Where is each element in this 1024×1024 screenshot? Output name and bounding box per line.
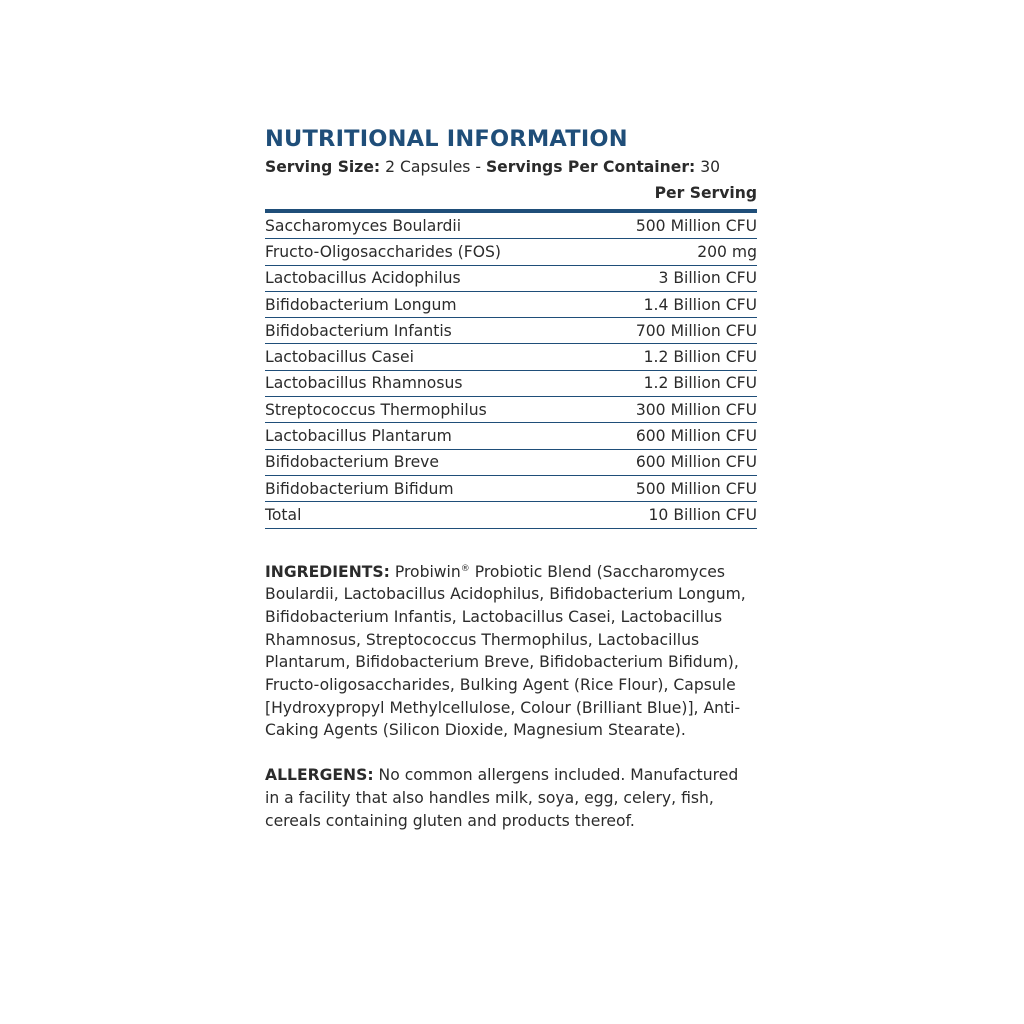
table-row [265, 450, 757, 476]
row-name: Lactobacillus Casei [265, 348, 414, 367]
row-name: Saccharomyces Boulardii [265, 216, 462, 235]
row-name: Total [265, 505, 302, 524]
servings-per-container-label: Servings Per Container: [485, 158, 696, 176]
row-amount: 200 mg [697, 242, 757, 261]
ingredients-brand: Probiwin [389, 562, 461, 581]
table-row [265, 292, 757, 318]
page-title: NUTRITIONAL INFORMATION [265, 126, 628, 152]
nutrition-table [265, 213, 757, 529]
servings-per-container-value: 30 [695, 158, 721, 176]
row-name: Bifidobacterium Longum [265, 295, 457, 314]
allergens-paragraph [265, 764, 757, 832]
serving-size-label: Serving Size: [265, 158, 381, 176]
serving-size-value: 2 Capsules - [380, 158, 486, 176]
table-row-total [265, 502, 757, 528]
row-amount: 3 Billion CFU [658, 269, 757, 288]
ingredients-text: Probiotic Blend (Saccharomyces Boulardii, Lactobacillus Acidophilus, Bifidobacterium Longum, Bifidobacterium Infantis, Lactobacillus Casei, Lactobacillus Rhamnosus, Streptococcus Thermophilus, Lactobacillus Plantarum, Bifidobacterium Breve, Bifidobacterium Bifidum), Fructo-oligosaccharides, Bulking Agent (Rice Flour), Capsule [Hydroxypropyl Methylcellulose, Colour (Brilliant Blue)], Anti-Caking Agents (Silicon Dioxide, Magnesium Stearate). [265, 562, 746, 740]
row-name: Bifidobacterium Infantis [265, 321, 452, 340]
nutrition-panel [265, 124, 757, 832]
ingredients-label: INGREDIENTS: [265, 562, 390, 581]
row-name: Bifidobacterium Breve [265, 453, 439, 472]
table-row [265, 476, 757, 502]
row-amount: 700 Million CFU [635, 321, 757, 340]
row-name: Fructo-Oligosaccharides (FOS) [265, 242, 501, 261]
row-amount: 600 Million CFU [635, 453, 757, 472]
table-row [265, 239, 757, 265]
table-row [265, 213, 757, 239]
row-amount: 500 Million CFU [635, 216, 757, 235]
table-row [265, 318, 757, 344]
table-row [265, 423, 757, 449]
table-row [265, 397, 757, 423]
table-row [265, 266, 757, 292]
table-row [265, 371, 757, 397]
ingredients-paragraph [265, 558, 757, 743]
allergens-label: ALLERGENS: [265, 766, 374, 785]
row-amount: 500 Million CFU [635, 479, 757, 498]
serving-info [265, 155, 757, 179]
row-name: Lactobacillus Acidophilus [265, 269, 461, 288]
registered-mark: ® [460, 563, 470, 574]
row-name: Streptococcus Thermophilus [265, 400, 487, 419]
row-name: Lactobacillus Rhamnosus [265, 374, 463, 393]
row-name: Bifidobacterium Bifidum [265, 479, 454, 498]
allergens-text: No common allergens included. Manufactured in a facility that also handles milk, soya, egg, celery, fish, cereals containing gluten and products thereof. [265, 766, 739, 830]
row-amount: 1.2 Billion CFU [643, 348, 757, 367]
table-row [265, 344, 757, 370]
row-amount: 1.2 Billion CFU [643, 374, 757, 393]
row-amount: 600 Million CFU [635, 427, 757, 446]
per-serving-header: Per Serving [265, 182, 757, 213]
row-amount: 1.4 Billion CFU [643, 295, 757, 314]
row-amount: 10 Billion CFU [648, 505, 757, 524]
row-name: Lactobacillus Plantarum [265, 427, 452, 446]
row-amount: 300 Million CFU [635, 400, 757, 419]
